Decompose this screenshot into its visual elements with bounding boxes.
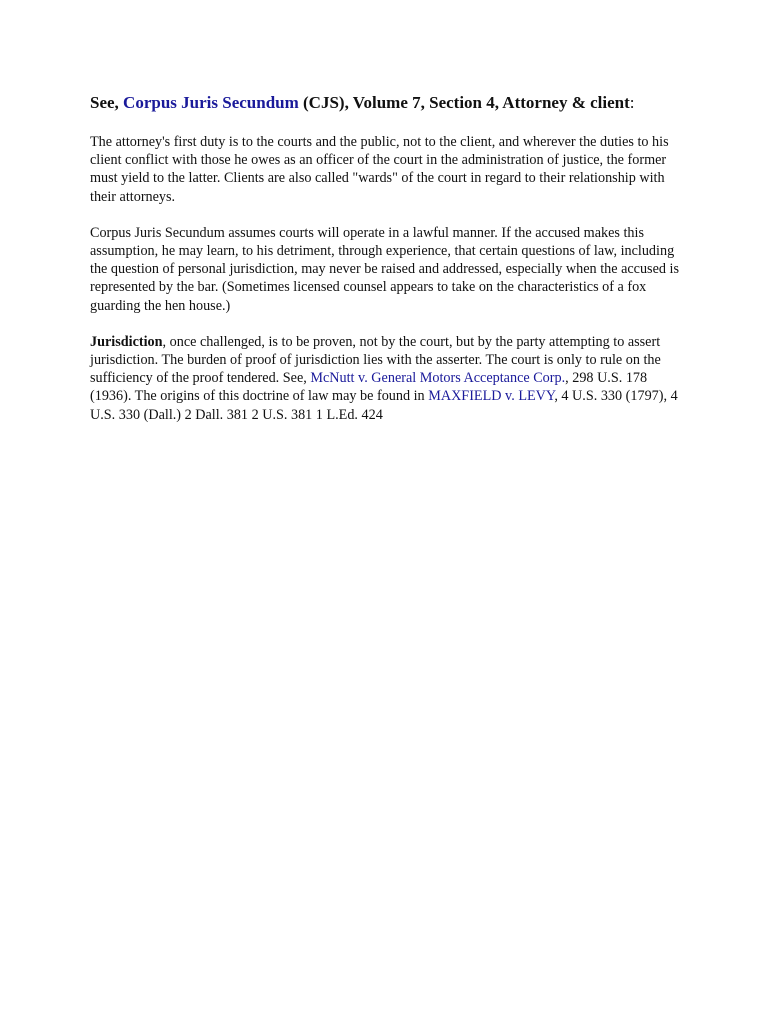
document-page: [90, 92, 680, 442]
page-heading: [90, 92, 680, 114]
paragraph-cjs-assumption: Corpus Juris Secundum assumes courts will operate in a lawful manner. If the accused makes this assumption, he may learn, to his detriment, through experience, that certain questions of law, including the question of personal jurisdiction, may never be raised and addressed, especially when the accused is represented by the bar. (Sometimes licensed counsel appears to take on the characteristics of a fox guarding the hen house.): [90, 224, 679, 314]
heading-rest: (CJS), Volume 7, Section 4, Attorney & client: [298, 93, 630, 112]
paragraph-attorney-duty: The attorney's first duty is to the courts and the public, not to the client, and wherever the duties to his client conflict with those he owes as an officer of the court in the administration of justice, the former must yield to the latter. Clients are also called "wards" of the court in regard to their relationship with their attorneys.: [90, 134, 669, 205]
heading-colon: :: [629, 93, 635, 112]
jurisdiction-text-3: , 4 U.S. 330 (1797), 4 U.S. 330 (Dall.) 2 Dall. 381 2 U.S. 381 1 L.Ed. 424: [90, 388, 678, 423]
jurisdiction-term: Jurisdiction: [90, 333, 163, 350]
heading-prefix: See,: [90, 93, 124, 112]
maxfield-case-link[interactable]: MAXFIELD v. LEVY: [428, 388, 555, 405]
paragraph-jurisdiction: [90, 333, 680, 424]
corpus-juris-secundum-link[interactable]: Corpus Juris Secundum: [123, 93, 299, 112]
mcnutt-case-link[interactable]: McNutt v. General Motors Acceptance Corp.: [310, 370, 566, 387]
jurisdiction-text-1: , once challenged, is to be proven, not by the court, but by the party attempting to assert jurisdiction. The burden of proof of jurisdiction lies with the asserter. The court is only to rule on the sufficiency of the proof tendered. See,: [90, 333, 661, 387]
jurisdiction-text-2: , 298 U.S. 178 (1936). The origins of this doctrine of law may be found in: [90, 370, 648, 405]
